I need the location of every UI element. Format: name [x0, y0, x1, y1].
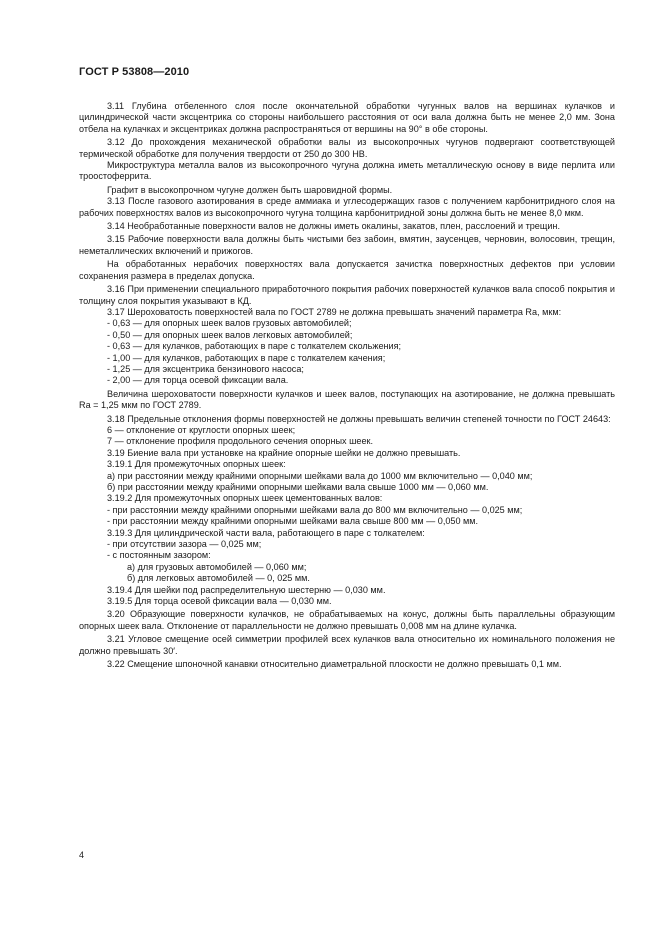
list-item: - при отсутствии зазора — 0,025 мм; — [107, 539, 262, 550]
paragraph-3-20: 3.20 Образующие поверхности кулачков, не обрабатываемых на конус, должны быть параллельны образующим опорных шеек вала. Отклонение от параллельности не должно превышать 0,008 мм на длине кулачка. — [79, 609, 615, 631]
list-item: а) для грузовых автомобилей — 0,060 мм; — [127, 561, 307, 572]
paragraph-3-21: 3.21 Угловое смещение осей симметрии профилей всех кулачков вала относительно их номинального положения не должно превышать 30′. — [79, 634, 615, 656]
paragraph-3-12: 3.12 До прохождения механической обработки валы из высокопрочных чугунов подвергают соответствующей термической обработке для получения твердости от 250 до 300 НВ. — [79, 137, 615, 159]
document-header: ГОСТ Р 53808—2010 — [79, 66, 190, 78]
paragraph-3-19-3: 3.19.3 Для цилиндрической части вала, работающего в паре с толкателем: — [107, 527, 425, 538]
list-item: 7 — отклонение профиля продольного сечения опорных шеек. — [107, 436, 374, 447]
paragraph-3-19-1: 3.19.1 Для промежуточных опорных шеек: — [107, 459, 286, 470]
paragraph-3-19-2: 3.19.2 Для промежуточных опорных шеек цементованных валов: — [107, 493, 383, 504]
list-item: а) при расстоянии между крайними опорными шейками вала до 1000 мм включительно — 0,040 мм; — [107, 470, 533, 481]
paragraph-3-16: 3.16 При применении специального приработочного покрытия рабочих поверхностей кулачков вала способ покрытия и толщину слоя покрытия указывают в КД. — [79, 284, 615, 306]
paragraph-3-19-5: 3.19.5 Для торца осевой фиксации вала — 0,030 мм. — [107, 596, 332, 607]
document-body — [79, 101, 615, 671]
paragraph-3-18: 3.18 Предельные отклонения формы поверхностей не должны превышать величин степеней точности по ГОСТ 24643: — [107, 413, 611, 424]
paragraph-graphite: Графит в высокопрочном чугуне должен быть шаровидной формы. — [107, 184, 393, 195]
list-item: - 2,00 — для торца осевой фиксации вала. — [107, 375, 289, 386]
list-item: б) при расстоянии между крайними опорными шейками вала свыше 1000 мм — 0,060 мм. — [107, 482, 489, 492]
paragraph-3-19: 3.19 Биение вала при установке на крайние опорные шейки не должно превышать. — [107, 447, 461, 458]
paragraph-3-22: 3.22 Смещение шпоночной канавки относительно диаметральной плоскости не должно превышать 0,1 мм. — [107, 659, 562, 670]
paragraph-3-13: 3.13 После газового азотирования в среде аммиака и углесодержащих газов с получением карбонитридного слоя на рабочих поверхностях валов из высокопрочного чугуна толщина карбонитридной зоны должна быть не менее 8,0 мкм. — [79, 196, 615, 218]
list-item: - при расстоянии между крайними опорными шейками вала до 800 мм включительно — 0,025 мм; — [107, 504, 523, 515]
paragraph-roughness-nitriding: Величина шероховатости поверхности кулачков и шеек валов, поступающих на азотирование, не должна превышать Ra = 1,25 мкм по ГОСТ 2789. — [79, 388, 615, 411]
list-item: - 1,00 — для кулачков, работающих в паре с толкателем качения; — [107, 352, 386, 363]
list-item: - 1,25 — для эксцентрика бензинового насоса; — [107, 363, 304, 374]
paragraph-3-11: 3.11 Глубина отбеленного слоя после окончательной обработки чугунных валов на вершинах кулачков и цилиндрической части эксцентрика со стороны наибольшего расстояния от оси вала должна быть не менее 2,0 мм. Зона отбела на кулачках и эксцентриках должна распространяться от вершины на 90° в обе стороны. — [79, 101, 615, 134]
paragraph-3-17: 3.17 Шероховатость поверхностей вала по ГОСТ 2789 не должна превышать значений параметра Ra, мкм: — [107, 306, 562, 317]
list-item: - при расстоянии между крайними опорными шейками вала свыше 800 мм — 0,050 мм. — [107, 516, 479, 527]
page-number: 4 — [79, 850, 85, 860]
list-item: б) для легковых автомобилей — 0, 025 мм. — [127, 573, 310, 584]
paragraph-3-14: 3.14 Необработанные поверхности валов не должны иметь окалины, закатов, плен, расслоений и трещин. — [107, 221, 560, 232]
list-item: - 0,63 — для кулачков, работающих в паре с толкателем скольжения; — [107, 341, 402, 352]
paragraph-3-19-4: 3.19.4 Для шейки под распределительную шестерню — 0,030 мм. — [107, 584, 386, 595]
list-item: - с постоянным зазором: — [107, 550, 211, 561]
list-item: - 0,50 — для опорных шеек валов легковых автомобилей; — [107, 329, 353, 340]
list-item: 6 — отклонение от круглости опорных шеек; — [107, 424, 296, 435]
paragraph-3-15: 3.15 Рабочие поверхности вала должны быть чистыми без забоин, вмятин, заусенцев, черновин, волосовин, трещин, неметаллических включений и прижогов. — [79, 234, 615, 256]
list-item: - 0,63 — для опорных шеек валов грузовых автомобилей; — [107, 318, 352, 329]
paragraph-cleaning: На обработанных нерабочих поверхностях вала допускается зачистка поверхностных дефектов при условии сохранения размера в пределах допуска. — [79, 259, 615, 281]
paragraph-microstructure: Микроструктура металла валов из высокопрочного чугуна должна иметь металлическую основу в виде перлита или троостоферрита. — [79, 160, 615, 182]
